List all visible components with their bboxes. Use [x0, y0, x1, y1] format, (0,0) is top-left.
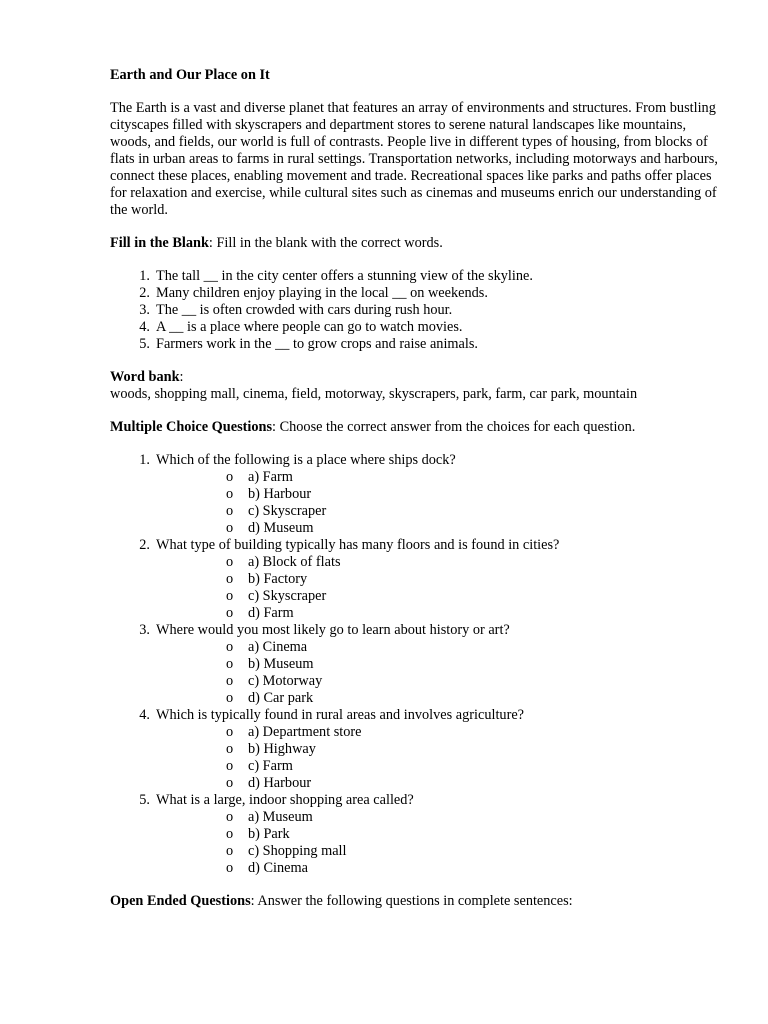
bullet-icon: o	[226, 775, 234, 791]
multiple-choice-instruction: : Choose the correct answer from the choices for each question.	[272, 419, 636, 435]
multiple-choice-header	[110, 419, 720, 436]
option-item	[156, 741, 720, 758]
fill-blank-header	[110, 235, 720, 252]
word-bank-heading: Word bank	[110, 369, 180, 385]
bullet-icon: o	[226, 486, 234, 502]
option-list	[156, 469, 720, 537]
option-item	[156, 605, 720, 622]
option-text: d) Museum	[248, 520, 314, 536]
option-item	[156, 554, 720, 571]
option-text: a) Cinema	[248, 639, 308, 655]
option-item	[156, 503, 720, 520]
question-number: 1.	[139, 452, 150, 468]
bullet-icon: o	[226, 860, 234, 876]
question-item	[110, 452, 720, 537]
option-item	[156, 571, 720, 588]
option-list	[156, 554, 720, 622]
option-text: a) Department store	[248, 724, 362, 740]
question-item	[110, 622, 720, 707]
multiple-choice-list	[110, 452, 720, 877]
fill-blank-item	[110, 302, 720, 319]
bullet-icon: o	[226, 469, 234, 485]
fill-blank-heading: Fill in the Blank	[110, 235, 209, 251]
bullet-icon: o	[226, 605, 234, 621]
fill-blank-list	[110, 268, 720, 353]
item-number: 4.	[139, 319, 150, 335]
page-title: Earth and Our Place on It	[110, 67, 270, 83]
bullet-icon: o	[226, 639, 234, 655]
item-text: Many children enjoy playing in the local __ on weekends.	[156, 285, 488, 301]
option-text: b) Factory	[248, 571, 308, 587]
bullet-icon: o	[226, 503, 234, 519]
option-text: d) Car park	[248, 690, 314, 706]
open-ended-heading: Open Ended Questions	[110, 893, 251, 909]
question-text: Where would you most likely go to learn about history or art?	[156, 622, 510, 638]
word-bank-header	[110, 369, 720, 386]
option-text: c) Shopping mall	[248, 843, 347, 859]
bullet-icon: o	[226, 588, 234, 604]
item-text: The tall __ in the city center offers a stunning view of the skyline.	[156, 268, 533, 284]
option-text: b) Highway	[248, 741, 316, 757]
option-list	[156, 724, 720, 792]
fill-blank-item	[110, 285, 720, 302]
option-item	[156, 843, 720, 860]
option-text: c) Motorway	[248, 673, 323, 689]
fill-blank-instruction: : Fill in the blank with the correct words.	[208, 235, 443, 251]
bullet-icon: o	[226, 741, 234, 757]
bullet-icon: o	[226, 571, 234, 587]
item-number: 5.	[139, 336, 150, 352]
option-text: a) Block of flats	[248, 554, 341, 570]
bullet-icon: o	[226, 826, 234, 842]
item-text: A __ is a place where people can go to watch movies.	[156, 319, 463, 335]
document-content	[110, 67, 720, 926]
question-item	[110, 537, 720, 622]
option-item	[156, 639, 720, 656]
question-number: 2.	[139, 537, 150, 553]
option-list	[156, 639, 720, 707]
bullet-icon: o	[226, 758, 234, 774]
option-text: b) Park	[248, 826, 290, 842]
bullet-icon: o	[226, 554, 234, 570]
word-bank-colon: :	[179, 369, 184, 385]
option-item	[156, 690, 720, 707]
bullet-icon: o	[226, 843, 234, 859]
question-text: What type of building typically has many floors and is found in cities?	[156, 537, 560, 553]
option-item	[156, 758, 720, 775]
option-text: a) Farm	[248, 469, 293, 485]
option-item	[156, 673, 720, 690]
option-item	[156, 520, 720, 537]
bullet-icon: o	[226, 656, 234, 672]
option-item	[156, 724, 720, 741]
option-item	[156, 588, 720, 605]
option-text: c) Farm	[248, 758, 293, 774]
item-text: Farmers work in the __ to grow crops and raise animals.	[156, 336, 479, 352]
question-text: Which is typically found in rural areas and involves agriculture?	[156, 707, 525, 723]
word-bank-words: woods, shopping mall, cinema, field, motorway, skyscrapers, park, farm, car park, mountain	[110, 386, 638, 402]
multiple-choice-heading: Multiple Choice Questions	[110, 419, 273, 435]
option-text: d) Farm	[248, 605, 294, 621]
option-text: b) Museum	[248, 656, 314, 672]
open-ended-instruction: : Answer the following questions in complete sentences:	[250, 893, 573, 909]
question-item	[110, 792, 720, 877]
bullet-icon: o	[226, 673, 234, 689]
bullet-icon: o	[226, 690, 234, 706]
option-text: b) Harbour	[248, 486, 312, 502]
fill-blank-item	[110, 268, 720, 285]
option-item	[156, 486, 720, 503]
fill-blank-item	[110, 336, 720, 353]
open-ended-header	[110, 893, 720, 910]
fill-blank-item	[110, 319, 720, 336]
option-item	[156, 469, 720, 486]
option-item	[156, 775, 720, 792]
item-text: The __ is often crowded with cars during rush hour.	[156, 302, 453, 318]
option-text: d) Harbour	[248, 775, 312, 791]
item-number: 1.	[139, 268, 150, 284]
question-text: What is a large, indoor shopping area called?	[156, 792, 414, 808]
option-item	[156, 809, 720, 826]
option-item	[156, 860, 720, 877]
option-item	[156, 826, 720, 843]
question-text: Which of the following is a place where ships dock?	[156, 452, 456, 468]
question-number: 5.	[139, 792, 150, 808]
question-number: 3.	[139, 622, 150, 638]
item-number: 3.	[139, 302, 150, 318]
question-number: 4.	[139, 707, 150, 723]
bullet-icon: o	[226, 520, 234, 536]
option-text: c) Skyscraper	[248, 503, 327, 519]
option-list	[156, 809, 720, 877]
bullet-icon: o	[226, 809, 234, 825]
option-text: d) Cinema	[248, 860, 308, 876]
item-number: 2.	[139, 285, 150, 301]
option-text: c) Skyscraper	[248, 588, 327, 604]
option-text: a) Museum	[248, 809, 313, 825]
intro-paragraph: The Earth is a vast and diverse planet that features an array of environments and structures. From bustling cityscapes filled with skyscrapers and department stores to serene natural landscapes like mountains, woods, and fields, our world is full of contrasts. People live in different types of housing, from blocks of flats in urban areas to farms in rural settings. Transportation networks, including motorways and harbours, connect these places, enabling movement and trade. Recreational spaces like parks and paths offer places for relaxation and exercise, while cultural sites such as cinemas and museums enrich our understanding of the world.	[110, 100, 718, 218]
bullet-icon: o	[226, 724, 234, 740]
question-item	[110, 707, 720, 792]
option-item	[156, 656, 720, 673]
